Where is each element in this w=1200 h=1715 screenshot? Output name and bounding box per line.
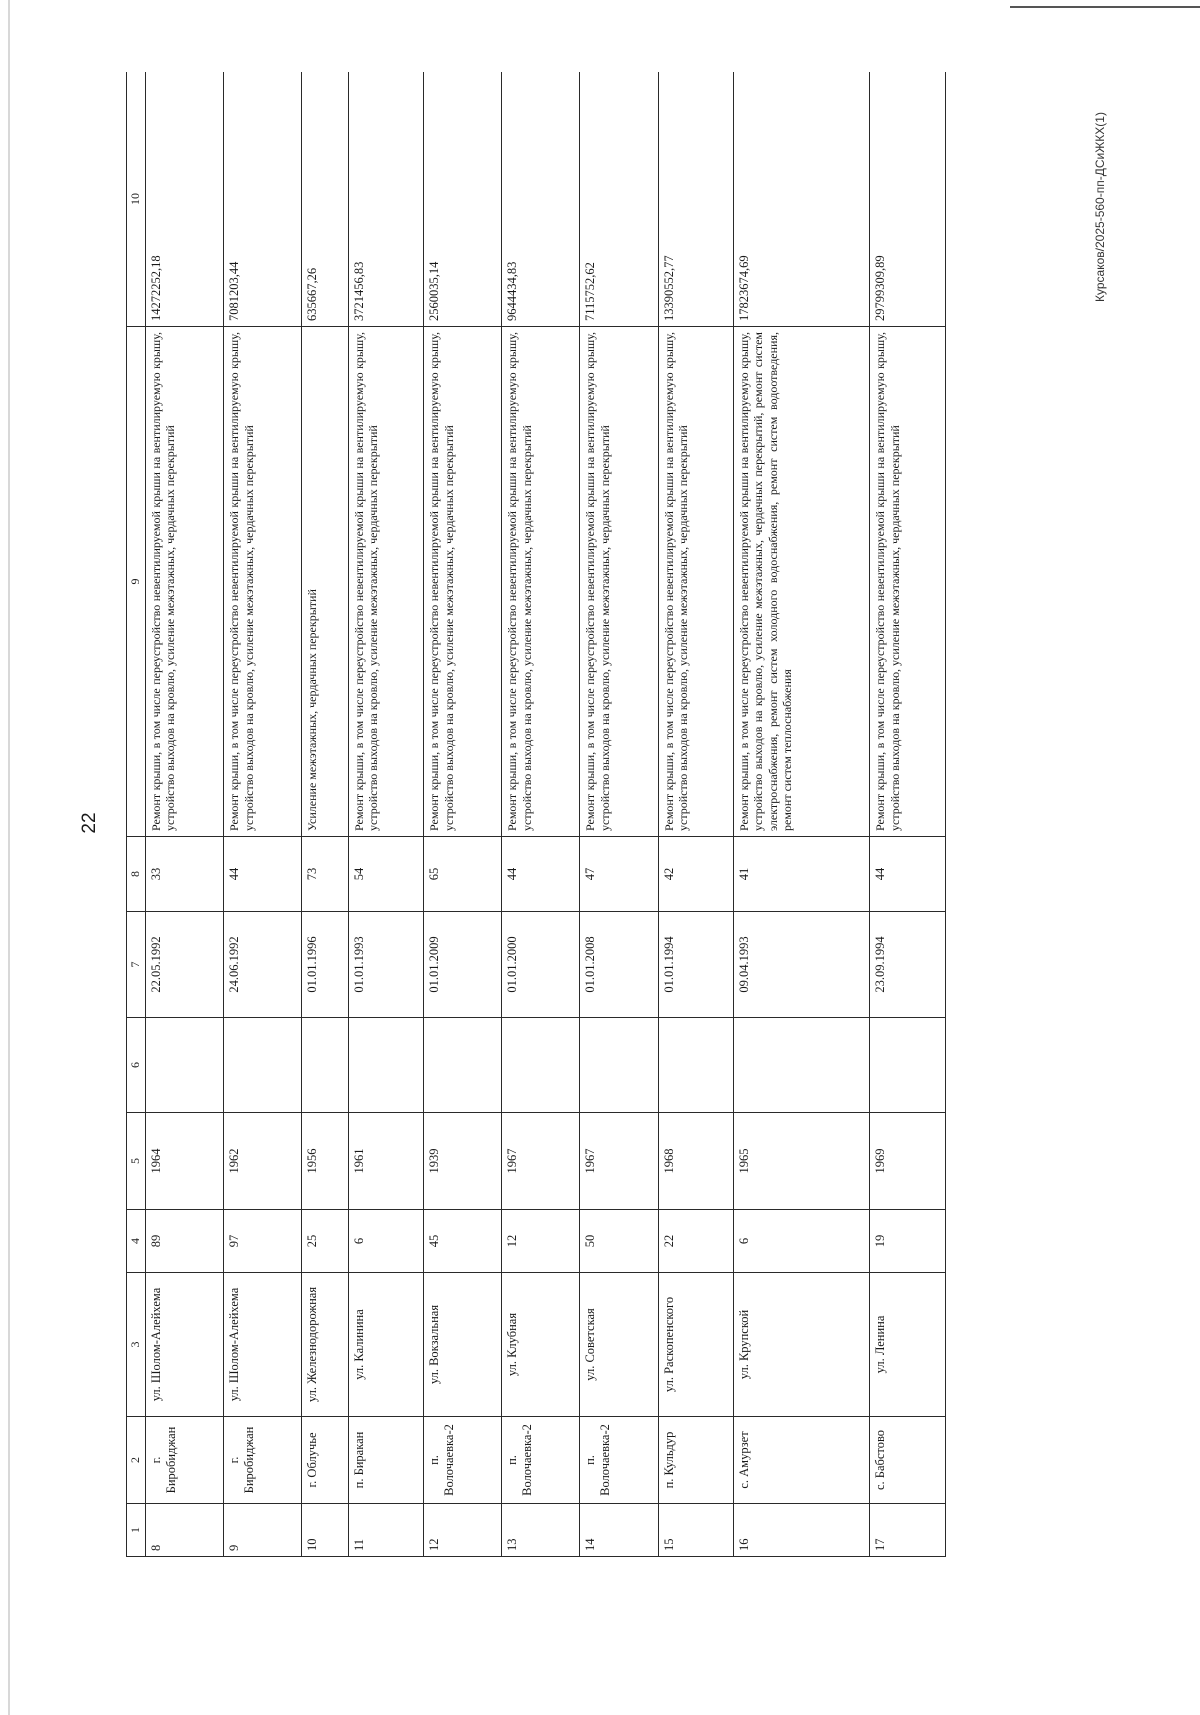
street-cell: ул. Железнодорожная xyxy=(302,1273,348,1417)
cost-cell: 7081203,44 xyxy=(224,72,302,327)
work-description-cell: Усиление межэтажных, чердачных перекрытий xyxy=(302,327,348,837)
row-number-cell: 17 xyxy=(870,1504,946,1557)
percent-cell: 73 xyxy=(302,837,348,912)
cost-cell: 635667,26 xyxy=(302,72,348,327)
percent-cell: 47 xyxy=(580,837,658,912)
table-row xyxy=(658,72,734,1557)
row-number-cell: 9 xyxy=(224,1504,302,1557)
work-description-cell: Ремонт крыши, в том числе переустройство невентилируемой крыши на вентилируемую крышу, устройство выходов на кровлю, усиление межэтажных, чердачных перекрытий xyxy=(580,327,658,837)
work-description-cell: Ремонт крыши, в том числе переустройство невентилируемой крыши на вентилируемую крышу, устройство выходов на кровлю, усиление межэтажных, чердачных перекрытий xyxy=(224,327,302,837)
date-cell: 01.01.1994 xyxy=(658,912,734,1018)
locality-cell: п. Волочаевка-2 xyxy=(502,1417,580,1504)
date-cell: 01.01.2009 xyxy=(424,912,502,1018)
work-description-cell: Ремонт крыши, в том числе переустройство невентилируемой крыши на вентилируемую крышу, устройство выходов на кровлю, усиление межэтажных, чердачных перекрытий xyxy=(146,327,224,837)
row-number-cell: 13 xyxy=(502,1504,580,1557)
table-container xyxy=(126,72,946,1557)
column-header: 7 xyxy=(127,912,146,1018)
house-number-cell: 45 xyxy=(424,1210,502,1273)
percent-cell: 54 xyxy=(348,837,424,912)
house-number-cell: 97 xyxy=(224,1210,302,1273)
work-description-cell: Ремонт крыши, в том числе переустройство невентилируемой крыши на вентилируемую крышу, устройство выходов на кровлю, усиление межэтажных, чердачных перекрытий xyxy=(348,327,424,837)
cost-cell: 9644434,83 xyxy=(502,72,580,327)
row-number-cell: 11 xyxy=(348,1504,424,1557)
build-year-cell: 1961 xyxy=(348,1113,424,1210)
street-cell: ул. Вокзальная xyxy=(424,1273,502,1417)
house-number-cell: 6 xyxy=(734,1210,870,1273)
percent-cell: 41 xyxy=(734,837,870,912)
street-cell: ул. Калинина xyxy=(348,1273,424,1417)
date-cell: 23.09.1994 xyxy=(870,912,946,1018)
table-row xyxy=(224,72,302,1557)
cost-cell: 29799309,89 xyxy=(870,72,946,327)
cost-cell: 17823674,69 xyxy=(734,72,870,327)
date-cell: 01.01.1993 xyxy=(348,912,424,1018)
row-number-cell: 12 xyxy=(424,1504,502,1557)
build-year-cell: 1962 xyxy=(224,1113,302,1210)
build-year-cell: 1969 xyxy=(870,1113,946,1210)
build-year-cell: 1964 xyxy=(146,1113,224,1210)
scan-edge-line-top xyxy=(1010,6,1200,8)
build-year-cell: 1967 xyxy=(580,1113,658,1210)
cost-cell: 3721456,83 xyxy=(348,72,424,327)
column-6-cell xyxy=(302,1018,348,1113)
column-header: 2 xyxy=(127,1417,146,1504)
percent-cell: 33 xyxy=(146,837,224,912)
column-header: 4 xyxy=(127,1210,146,1273)
page-number: 22 xyxy=(79,812,100,834)
column-header: 6 xyxy=(127,1018,146,1113)
locality-cell: с. Бабстово xyxy=(870,1417,946,1504)
date-cell: 01.01.1996 xyxy=(302,912,348,1018)
street-cell: ул. Советская xyxy=(580,1273,658,1417)
build-year-cell: 1939 xyxy=(424,1113,502,1210)
date-cell: 01.01.2008 xyxy=(580,912,658,1018)
house-number-cell: 50 xyxy=(580,1210,658,1273)
column-header: 8 xyxy=(127,837,146,912)
house-number-cell: 19 xyxy=(870,1210,946,1273)
column-6-cell xyxy=(146,1018,224,1113)
row-number-cell: 14 xyxy=(580,1504,658,1557)
date-cell: 01.01.2000 xyxy=(502,912,580,1018)
cost-cell: 7115752,62 xyxy=(580,72,658,327)
column-6-cell xyxy=(224,1018,302,1113)
column-6-cell xyxy=(502,1018,580,1113)
column-header: 9 xyxy=(127,327,146,837)
locality-cell: с. Амурзет xyxy=(734,1417,870,1504)
street-cell: ул. Крупской xyxy=(734,1273,870,1417)
percent-cell: 42 xyxy=(658,837,734,912)
house-number-cell: 6 xyxy=(348,1210,424,1273)
locality-cell: п. Биракан xyxy=(348,1417,424,1504)
percent-cell: 44 xyxy=(502,837,580,912)
table-row xyxy=(302,72,348,1557)
house-number-cell: 22 xyxy=(658,1210,734,1273)
column-6-cell xyxy=(348,1018,424,1113)
street-cell: ул. Шолом-Алейхема xyxy=(146,1273,224,1417)
work-description-cell: Ремонт крыши, в том числе переустройство невентилируемой крыши на вентилируемую крышу, устройство выходов на кровлю, усиление межэтажных, чердачных перекрытий xyxy=(424,327,502,837)
locality-cell: г. Облучье xyxy=(302,1417,348,1504)
column-6-cell xyxy=(580,1018,658,1113)
street-cell: ул. Шолом-Алейхема xyxy=(224,1273,302,1417)
percent-cell: 44 xyxy=(870,837,946,912)
document-id-label: Курсаков/2025-560-пп-ДСиЖКХ(1) xyxy=(1093,112,1107,302)
build-year-cell: 1965 xyxy=(734,1113,870,1210)
column-6-cell xyxy=(734,1018,870,1113)
row-number-cell: 16 xyxy=(734,1504,870,1557)
column-header: 10 xyxy=(127,72,146,327)
date-cell: 22.05.1992 xyxy=(146,912,224,1018)
work-description-cell: Ремонт крыши, в том числе переустройство невентилируемой крыши на вентилируемую крышу, устройство выходов на кровлю, усиление межэтажных, чердачных перекрытий xyxy=(502,327,580,837)
build-year-cell: 1956 xyxy=(302,1113,348,1210)
table-row xyxy=(580,72,658,1557)
table-row xyxy=(734,72,870,1557)
cost-cell: 13390552,77 xyxy=(658,72,734,327)
row-number-cell: 8 xyxy=(146,1504,224,1557)
percent-cell: 44 xyxy=(224,837,302,912)
table-row xyxy=(502,72,580,1557)
table-row xyxy=(424,72,502,1557)
cost-cell: 2560035,14 xyxy=(424,72,502,327)
date-cell: 24.06.1992 xyxy=(224,912,302,1018)
street-cell: ул. Ленина xyxy=(870,1273,946,1417)
build-year-cell: 1967 xyxy=(502,1113,580,1210)
locality-cell: г. Биробиджан xyxy=(146,1417,224,1504)
date-cell: 09.04.1993 xyxy=(734,912,870,1018)
table-row xyxy=(348,72,424,1557)
column-header: 3 xyxy=(127,1273,146,1417)
row-number-cell: 10 xyxy=(302,1504,348,1557)
column-6-cell xyxy=(870,1018,946,1113)
work-description-cell: Ремонт крыши, в том числе переустройство невентилируемой крыши на вентилируемую крышу, устройство выходов на кровлю, усиление межэтажных, чердачных перекрытий xyxy=(658,327,734,837)
locality-cell: п. Волочаевка-2 xyxy=(580,1417,658,1504)
column-header: 1 xyxy=(127,1504,146,1557)
percent-cell: 65 xyxy=(424,837,502,912)
row-number-cell: 15 xyxy=(658,1504,734,1557)
table-row xyxy=(146,72,224,1557)
build-year-cell: 1968 xyxy=(658,1113,734,1210)
locality-cell: п. Волочаевка-2 xyxy=(424,1417,502,1504)
locality-cell: п. Кульдур xyxy=(658,1417,734,1504)
column-header: 5 xyxy=(127,1113,146,1210)
repair-schedule-table xyxy=(126,72,946,1557)
column-6-cell xyxy=(424,1018,502,1113)
cost-cell: 14272252,18 xyxy=(146,72,224,327)
work-description-cell: Ремонт крыши, в том числе переустройство невентилируемой крыши на вентилируемую крышу, устройство выходов на кровлю, усиление межэтажных, чердачных перекрытий xyxy=(870,327,946,837)
header-row xyxy=(127,72,146,1557)
scan-edge-line-left xyxy=(8,0,10,1715)
house-number-cell: 12 xyxy=(502,1210,580,1273)
locality-cell: г. Биробиджан xyxy=(224,1417,302,1504)
table-row xyxy=(870,72,946,1557)
street-cell: ул. Раскопенского xyxy=(658,1273,734,1417)
house-number-cell: 25 xyxy=(302,1210,348,1273)
work-description-cell: Ремонт крыши, в том числе переустройство невентилируемой крыши на вентилируемую крышу, устройство выходов на кровлю, усиление межэтажных, чердачных перекрытий, ремонт систем электроснабжения, ремонт систем холодного водоснабжения, ремонт систем водоотведения, ремонт систем теплоснабжения xyxy=(734,327,870,837)
street-cell: ул. Клубная xyxy=(502,1273,580,1417)
column-6-cell xyxy=(658,1018,734,1113)
house-number-cell: 89 xyxy=(146,1210,224,1273)
